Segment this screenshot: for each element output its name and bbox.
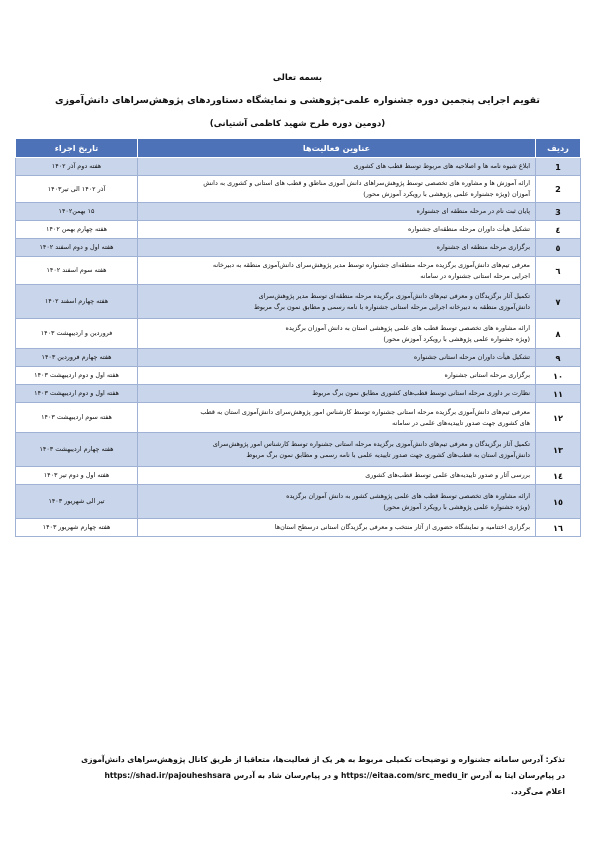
- row-number: ١٠: [536, 367, 581, 385]
- activity-cell: [138, 285, 536, 319]
- activity-line: تشکیل هیأت داوران مرحله منطقه‌ای جشنواره: [407, 225, 530, 233]
- date-cell: ۱۵ بهمن۱۴۰۲: [16, 203, 138, 221]
- date-cell: هفته سوم اردیبهشت ۱۴۰۳: [16, 403, 138, 433]
- activity-line: دانش‌آموزی منطقه به دبیرخانه اجرایی مرحله استانی جشنواره با نامه رسمی و مطابق نمون برگ مربوط: [253, 302, 530, 311]
- table-row: [16, 519, 581, 537]
- table-row: [16, 485, 581, 519]
- activity-line: آموزان (ویژه جشنواره علمی پژوهشی با رویکرد آموزش محور): [363, 190, 530, 198]
- document-header: [0, 72, 595, 141]
- row-number: 3: [536, 203, 581, 221]
- activity-line: بررسی آثار و صدور تاییدیه‌های علمی توسط قطب‌های کشوری: [365, 471, 530, 479]
- date-cell: هفته چهارم شهریور ۱۴۰۳: [16, 519, 138, 537]
- activity-cell: [138, 203, 536, 221]
- row-number: ٤: [536, 221, 581, 239]
- activity-line: ارائه مشاوره های تخصصی توسط قطب های علمی پژوهشی کشور به دانش آموزان برگزیده: [286, 491, 530, 500]
- table-row: [16, 239, 581, 257]
- date-cell: هفته اول و دوم اردیبهشت ۱۴۰۳: [16, 367, 138, 385]
- activity-cell: [138, 433, 536, 467]
- activity-cell: [138, 176, 536, 203]
- activity-line: تشکیل هیأت داوران مرحله استانی جشنواره: [413, 353, 530, 361]
- table-row: [16, 203, 581, 221]
- header-row-number: ردیف: [536, 139, 581, 158]
- date-cell: فروردین و اردیبهشت ۱۴۰۳: [16, 319, 138, 349]
- date-cell: هفته چهارم فروردین ۱۴۰۳: [16, 349, 138, 367]
- date-cell: هفته اول و دوم اسفند ۱۴۰۲: [16, 239, 138, 257]
- activity-line: ابلاغ شیوه نامه ها و اصلاحیه های مربوط توسط قطب های کشوری: [353, 162, 530, 170]
- table-row: [16, 285, 581, 319]
- row-number: ١٣: [536, 433, 581, 467]
- date-cell: هفته چهارم اسفند ۱۴۰۲: [16, 285, 138, 319]
- activity-line: (ویژه جشنواره علمی پژوهشی با رویکرد آموزش محور): [383, 502, 530, 511]
- activity-line: معرفی تیم‌های دانش‌آموزی برگزیده مرحله استانی جشنواره توسط کارشناس امور پژوهش‌سرای دانش‌آموزی استان به قطب: [200, 407, 530, 416]
- footnote-line-3: اعلام می‌گردد.: [511, 787, 565, 796]
- footnote-line-2: در پیام‌رسان ایتا به آدرس https://eitaa.com/src_medu_ir و در پیام‌رسان شاد به آدرس https://shad.ir/pajouheshsara: [104, 771, 565, 780]
- row-number: ١٤: [536, 467, 581, 485]
- date-cell: هفته اول و دوم تیر ۱۴۰۳: [16, 467, 138, 485]
- table-row: [16, 319, 581, 349]
- activity-line: (ویژه جشنواره علمی پژوهشی با رویکرد آموزش محور): [383, 334, 530, 343]
- row-number: ٩: [536, 349, 581, 367]
- activity-line: های کشوری جهت صدور تاییدیه‌های علمی در سامانه: [392, 418, 530, 427]
- activity-cell: [138, 221, 536, 239]
- activity-line: معرفی تیم‌های دانش‌آموزی برگزیده مرحله منطقه‌ای جشنواره توسط مدیر پژوهش‌سرای دانش‌آموزی منطقه به دبیرخانه: [212, 260, 530, 269]
- activity-line: ارائه مشاوره های تخصصی توسط قطب های علمی پژوهشی استان به دانش آموزان برگزیده: [285, 323, 530, 332]
- row-number: 2: [536, 176, 581, 203]
- table-row: [16, 221, 581, 239]
- header-activity: عناوین فعالیت‌ها: [138, 139, 536, 158]
- activity-line: برگزاری مرحله استانی جشنواره: [444, 371, 530, 379]
- date-cell: تیر الی شهریور ۱۴۰۳: [16, 485, 138, 519]
- activity-cell: [138, 403, 536, 433]
- row-number: ١٥: [536, 485, 581, 519]
- table-row: [16, 467, 581, 485]
- date-cell: آذر ۱۴۰۲ الی تیر۱۴۰۳: [16, 176, 138, 203]
- document-subtitle: (دومین دوره طرح شهید کاظمی آشتیانی): [209, 119, 386, 129]
- table-row: [16, 367, 581, 385]
- footnote-line-1: تذکر: آدرس سامانه جشنواره و توضیحات تکمیلی مربوط به هر یک از فعالیت‌ها، متعاقبا از طریق کانال پژوهش‌سراهای دانش‌آموزی: [81, 755, 565, 764]
- activity-cell: [138, 467, 536, 485]
- row-number: ٦: [536, 257, 581, 285]
- table-row: [16, 176, 581, 203]
- date-cell: هفته چهارم اردیبهشت ۱۴۰۳: [16, 433, 138, 467]
- activity-cell: [138, 485, 536, 519]
- bismillah-line: بسمه تعالی: [272, 73, 323, 83]
- table-row: [16, 433, 581, 467]
- activity-line: ارائه آموزش ها و مشاوره های تخصصی توسط پژوهش‌سراهای دانش آموزی مناطق و قطب های استانی و کشوری به دانش: [203, 179, 530, 187]
- activity-cell: [138, 519, 536, 537]
- activity-cell: [138, 319, 536, 349]
- table-row: [16, 158, 581, 176]
- row-number: ١٢: [536, 403, 581, 433]
- activity-cell: [138, 385, 536, 403]
- row-number: ١٦: [536, 519, 581, 537]
- row-number: ٧: [536, 285, 581, 319]
- header-date: تاریخ اجراء: [16, 139, 138, 158]
- row-number: 1: [536, 158, 581, 176]
- row-number: ١١: [536, 385, 581, 403]
- activity-line: اجرایی مرحله استانی جشنواره در سامانه: [420, 271, 530, 280]
- table-row: [16, 403, 581, 433]
- activity-line: نظارت بر داوری مرحله استانی توسط قطب‌های کشوری مطابق نمون برگ مربوط: [312, 389, 530, 397]
- date-cell: هفته چهارم بهمن ۱۴۰۲: [16, 221, 138, 239]
- activity-line: پایان ثبت نام در مرحله منطقه ای جشنواره: [416, 207, 530, 215]
- activity-cell: [138, 257, 536, 285]
- date-cell: هفته سوم اسفند ۱۴۰۲: [16, 257, 138, 285]
- activity-cell: [138, 239, 536, 257]
- date-cell: هفته دوم آذر ۱۴۰۲: [16, 158, 138, 176]
- table-header-row: [16, 139, 581, 158]
- activity-cell: [138, 158, 536, 176]
- activity-line: دانش‌آموزی استان به قطب‌های کشوری جهت صدور تاییدیه علمی با نامه رسمی و مطابق نمون برگ مربوط: [246, 450, 530, 459]
- date-cell: هفته اول و دوم اردیبهشت ۱۴۰۳: [16, 385, 138, 403]
- activity-cell: [138, 349, 536, 367]
- row-number: ٨: [536, 319, 581, 349]
- footnote: [40, 752, 565, 800]
- row-number: ٥: [536, 239, 581, 257]
- activity-cell: [138, 367, 536, 385]
- table-row: [16, 257, 581, 285]
- activity-line: برگزاری اختتامیه و نمایشگاه حضوری از آثار منتخب و معرفی برگزیدگان استانی درسطح استان‌ها: [274, 523, 530, 531]
- table-row: [16, 385, 581, 403]
- document-title: تقویم اجرایی پنجمین دوره جشنواره علمی-پژوهشی و نمایشگاه دستاوردهای پژوهش‌سراهای دانش‌آموزی: [55, 95, 540, 106]
- activity-line: تکمیل آثار برگزیدگان و معرفی تیم‌های دانش‌آموزی برگزیده مرحله منطقه‌ای توسط مدیر پژوهش‌سرای: [258, 291, 530, 300]
- activity-line: برگزاری مرحله منطقه ای جشنواره: [436, 243, 530, 251]
- schedule-table: [15, 138, 581, 537]
- activity-line: تکمیل آثار برگزیدگان و معرفی تیم‌های دانش‌آموزی برگزیده مرحله استانی جشنواره توسط کارشناس امور پژوهش‌سرای: [212, 439, 530, 448]
- table-row: [16, 349, 581, 367]
